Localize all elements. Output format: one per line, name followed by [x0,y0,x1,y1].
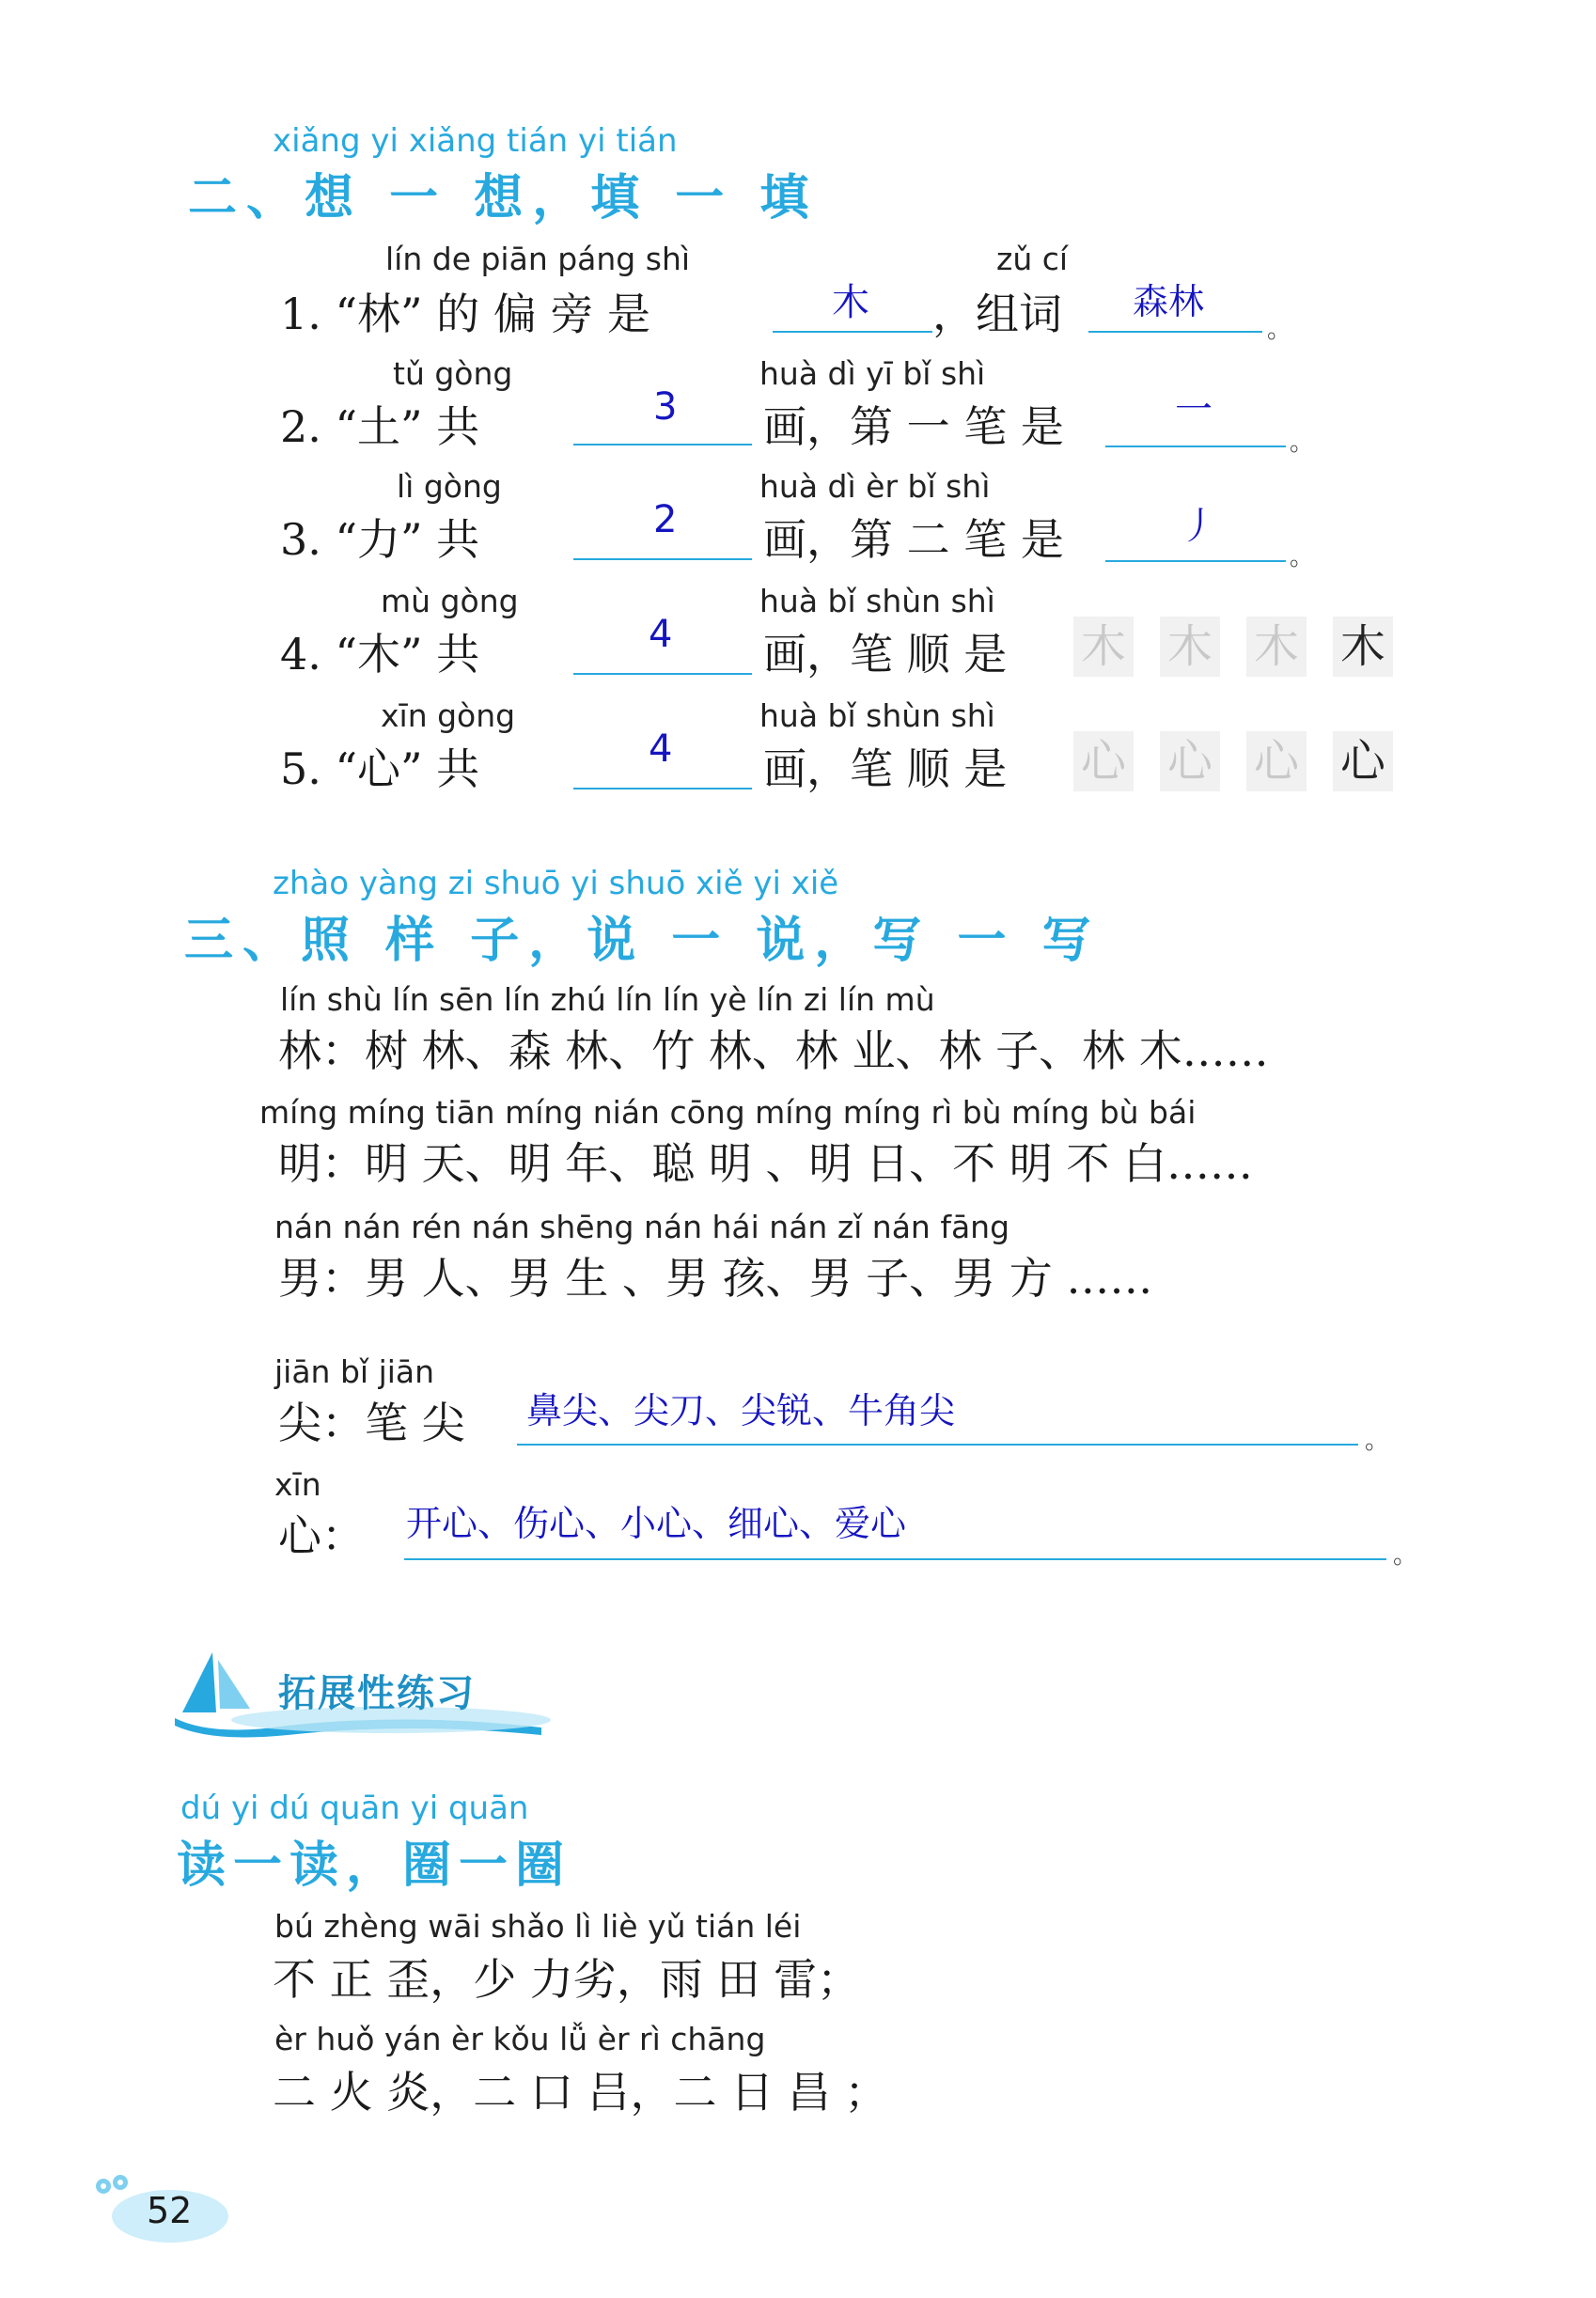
item2-answer2: 一 [1175,388,1213,431]
lin-row-pinyin: lín shù lín sēn lín zhú lín lín yè lín zi lín mù [280,981,935,1018]
item1-answer1: 木 [832,281,869,324]
stroke-step-3: 心 [1246,731,1307,791]
item1-answer2: 森林 [1133,281,1205,322]
item3-text2: 画，第 二 笔 是 [763,514,1064,565]
item2-end: 。 [1290,429,1315,457]
read-line2-text: 二 火 炎，二 口 吕，二 日 昌 ； [273,2067,888,2118]
read-line2-pinyin: èr huǒ yán èr kǒu lǚ èr rì chāng [274,2021,766,2057]
read-line1-text: 不 正 歪，少 力劣，雨 田 雷； [273,1954,861,2005]
item5-pinyin: xīn gòng [381,697,516,734]
item2-answer1: 3 [653,385,678,429]
stroke-step-4: 心 [1333,731,1393,791]
item1-pinyin2: zǔ cí [996,241,1069,277]
item4-blank1[interactable] [573,673,752,675]
stroke-step-1: 木 [1073,617,1134,677]
item4-answer1: 4 [649,613,673,656]
item3-answer1: 2 [653,498,678,541]
section3-title: 三、照 样 子，说 一 说，写 一 写 [184,913,1101,969]
item2-text: 2. “土” 共 [280,401,480,452]
jian-row-prompt: 尖：笔 尖 [278,1398,465,1448]
stroke-step-2: 心 [1160,731,1220,791]
item1-text: 1. “林” 的 偏 旁 是 [280,289,651,339]
item5-blank1[interactable] [573,788,752,789]
item3-pinyin: lì gòng [397,468,502,505]
item5-pinyin2: huà bǐ shùn shì [759,697,995,734]
section3-pinyin: zhào yàng zi shuō yi shuō xiě yi xiě [273,865,839,902]
extension-title: 读一读，圈一圈 [177,1837,572,1894]
xin-row-end: 。 [1393,1541,1418,1570]
read-line1-pinyin: bú zhèng wāi shǎo lì liè yǔ tián léi [274,1908,802,1945]
extension-banner [175,1647,551,1741]
jian-row-pinyin: jiān bǐ jiān [274,1353,435,1390]
ming-row-text: 明：明 天、明 年、聪 明 、明 日、不 明 不 白…… [278,1138,1253,1189]
item1-end: 。 [1267,316,1292,344]
item3-blank2[interactable] [1105,560,1286,562]
item1-blank2[interactable] [1088,331,1262,333]
item1-blank1[interactable] [773,331,932,333]
item2-text2: 画，第 一 笔 是 [763,401,1064,452]
lin-row-text: 林：树 林、森 林、竹 林、林 业、林 子、林 木…… [278,1025,1269,1076]
item1-pinyin: lín de piān páng shì [385,241,691,277]
extension-pinyin: dú yi dú quān yi quān [180,1790,529,1827]
stroke-step-4: 木 [1333,617,1393,677]
jian-row-blank[interactable] [517,1444,1358,1446]
item3-pinyin2: huà dì èr bǐ shì [759,468,991,505]
page-number: 52 [147,2190,193,2231]
section2-pinyin: xiǎng yi xiǎng tián yi tián [273,122,678,160]
jian-row-answer: 鼻尖、尖刀、尖锐、牛角尖 [526,1390,956,1431]
xin-row-pinyin: xīn [274,1466,321,1503]
item4-pinyin2: huà bǐ shùn shì [759,583,995,619]
jian-row-end: 。 [1365,1427,1390,1455]
item1-text2: ，组词 [932,289,1062,339]
item3-answer2: 丿 [1180,505,1217,548]
item3-blank1[interactable] [573,558,752,560]
item5-text: 5. “心” 共 [280,743,480,794]
page-number-badge [90,2171,231,2246]
item2-pinyin2: huà dì yī bǐ shì [759,355,986,392]
item3-end: 。 [1290,543,1315,571]
item5-answer1: 4 [649,727,673,771]
nan-row-text: 男：男 人、男 生 、男 孩、男 子、男 方 …… [278,1253,1153,1304]
stroke-step-3: 木 [1246,617,1307,677]
xin-row-prompt: 心： [278,1510,365,1561]
stroke-step-1: 心 [1073,731,1134,791]
item2-pinyin: tǔ gòng [393,355,513,392]
xin-row-blank[interactable] [404,1558,1386,1560]
item2-blank2[interactable] [1105,446,1286,447]
item5-text2: 画，笔 顺 是 [763,743,1008,794]
item4-text: 4. “木” 共 [280,629,480,680]
item4-text2: 画，笔 顺 是 [763,629,1008,680]
ming-row-pinyin: míng míng tiān míng nián cōng míng míng rì bù míng bù bái [259,1094,1197,1131]
item3-text: 3. “力” 共 [280,514,480,565]
extension-banner-title: 拓展性练习 [278,1672,476,1715]
section2-title: 二、想 一 想，填 一 填 [188,170,819,227]
xin-row-answer: 开心、伤心、小心、细心、爱心 [406,1503,907,1544]
stroke-step-2: 木 [1160,617,1220,677]
item2-blank1[interactable] [573,444,752,446]
item4-pinyin: mù gòng [381,583,519,619]
nan-row-pinyin: nán nán rén nán shēng nán hái nán zǐ nán fāng [274,1209,1010,1245]
